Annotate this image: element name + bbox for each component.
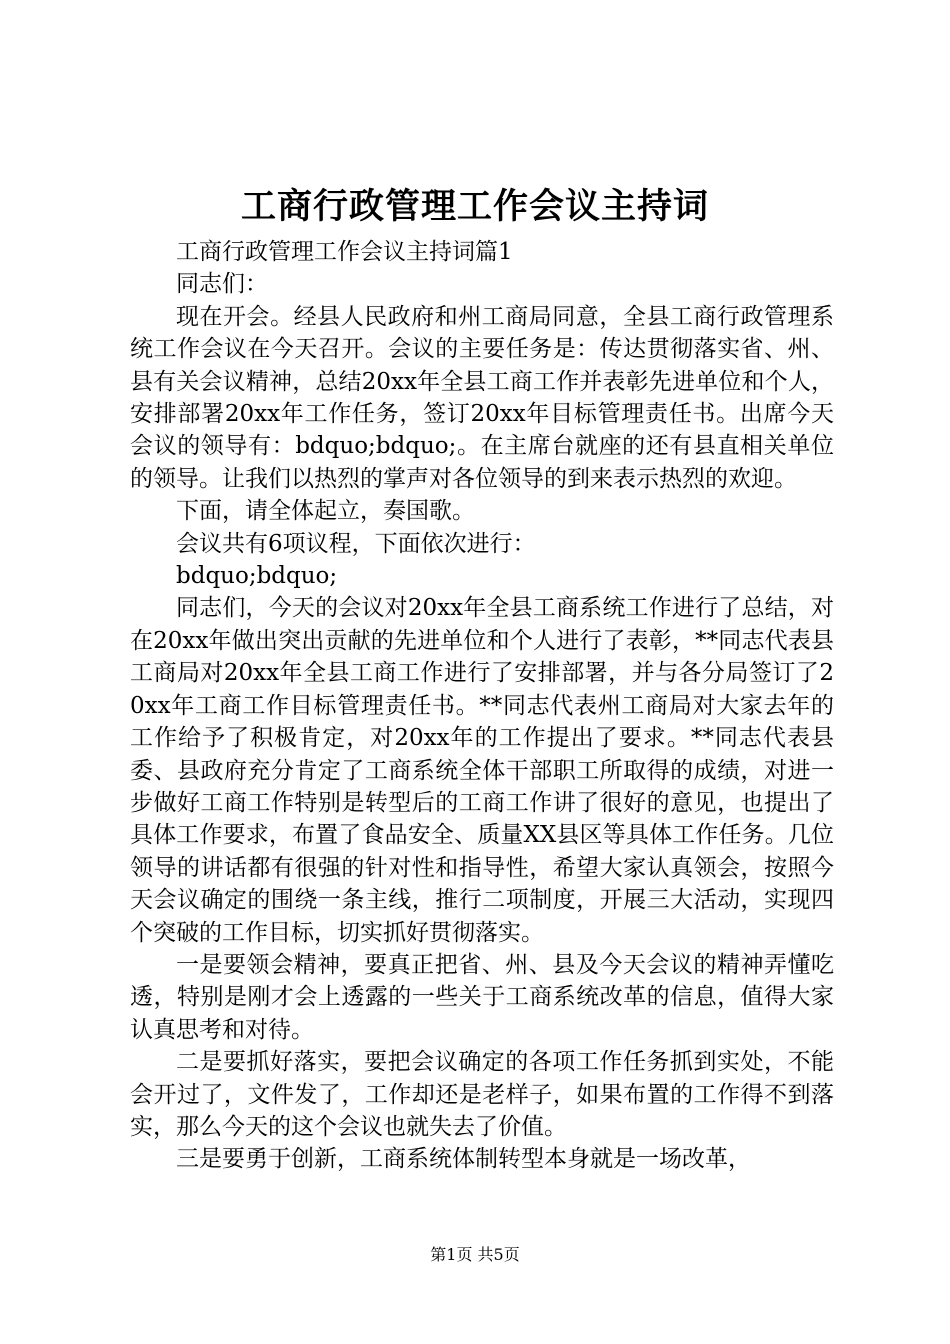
paragraph: bdquo;bdquo;	[176, 563, 338, 590]
paragraph: 下面，请全体起立，奏国歌。	[176, 498, 475, 525]
document-title: 工商行政管理工作会议主持词	[240, 186, 709, 227]
page-footer: 第1页 共5页	[430, 1245, 520, 1264]
salutation: 同志们：	[176, 271, 268, 298]
paragraph: 三是要勇于创新，工商系统体制转型本身就是一场改革，	[176, 1146, 751, 1173]
document-body	[130, 236, 834, 1176]
section-heading: 工商行政管理工作会议主持词篇1	[176, 239, 513, 265]
paragraph: 会议共有6项议程，下面依次进行：	[176, 530, 536, 557]
paragraph: 同志们，今天的会议对20xx年全县工商系统工作进行了总结，对在20xx年做出突出贡献的先进单位和个人进行了表彰，**同志代表县工商局对20xx年全县工商工作进行了安排部署，并与各分局签订了20xx年工商工作目标管理责任书。**同志代表州工商局对大家去年的工作给予了积极肯定，对20xx年的工作提出了要求。**同志代表县委、县政府充分肯定了工商系统全体干部职工所取得的成绩，对进一步做好工商工作特别是转型后的工商工作讲了很好的意见，也提出了具体工作要求，布置了食品安全、质量XX县区等具体工作任务。几位领导的讲话都有很强的针对性和指导性，希望大家认真领会，按照今天会议确定的围绕一条主线，推行二项制度，开展三大活动，实现四个突破的工作目标，切实抓好贯彻落实。	[130, 595, 834, 946]
paragraph: 一是要领会精神，要真正把省、州、县及今天会议的精神弄懂吃透，特别是刚才会上透露的一些关于工商系统改革的信息，值得大家认真思考和对待。	[130, 951, 834, 1043]
paragraph: 二是要抓好落实，要把会议确定的各项工作任务抓到实处，不能会开过了，文件发了，工作却还是老样子，如果布置的工作得不到落实，那么今天的这个会议也就失去了价值。	[130, 1049, 834, 1140]
paragraph: 现在开会。经县人民政府和州工商局同意，全县工商行政管理系统工作会议在今天召开。会议的主要任务是：传达贯彻落实省、州、县有关会议精神，总结20xx年全县工商工作并表彰先进单位和个人，安排部署20xx年工作任务，签订20xx年目标管理责任书。出席今天会议的领导有：bdquo;bdquo;。在主席台就座的还有县直相关单位的领导。让我们以热烈的掌声对各位领导的到来表示热烈的欢迎。	[130, 303, 834, 492]
